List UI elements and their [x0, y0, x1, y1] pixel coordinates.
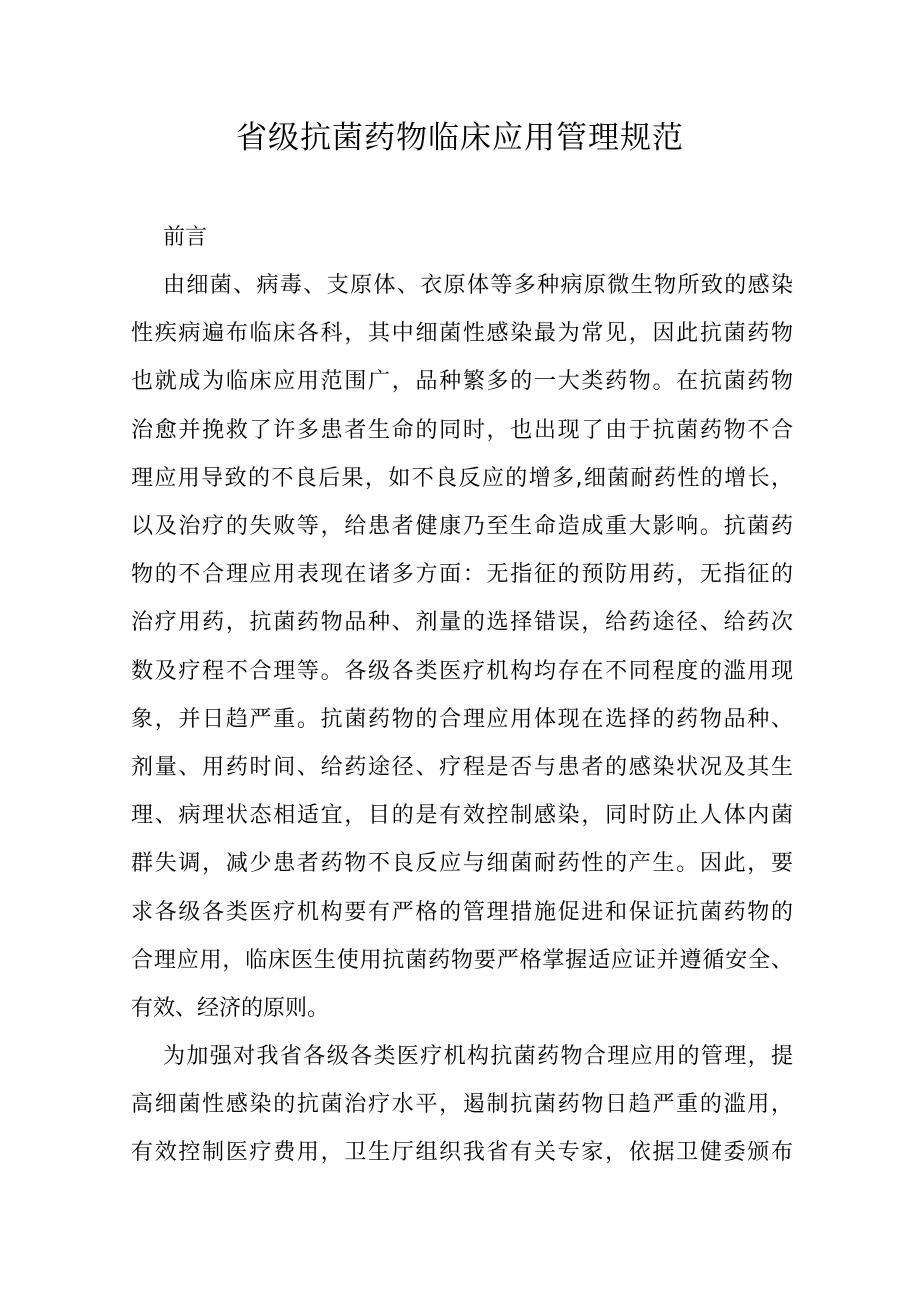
paragraph-line: 理应用导致的不良后果，如不良反应的增多,细菌耐药性的增长， [131, 465, 793, 491]
paragraph-line: 治疗用药，抗菌药物品种、剂量的选择错误，给药途径、给药次 [131, 610, 793, 636]
paragraph-line: 治愈并挽救了许多患者生命的同时，也出现了由于抗菌药物不合 [131, 417, 793, 443]
paragraph-line: 以及治疗的失败等，给患者健康乃至生命造成重大影响。抗菌药 [131, 514, 793, 540]
paragraph-line: 有效、经济的原则。 [131, 996, 330, 1022]
paragraph-line: 求各级各类医疗机构要有严格的管理措施促进和保证抗菌药物的 [131, 899, 793, 925]
paragraph-line: 合理应用，临床医生使用抗菌药物要严格掌握适应证并遵循安全、 [131, 947, 793, 973]
document-title: 省级抗菌药物临床应用管理规范 [236, 120, 684, 156]
paragraph-line: 数及疗程不合理等。各级各类医疗机构均存在不同程度的滥用现 [131, 658, 793, 684]
paragraph-line: 由细菌、病毒、支原体、衣原体等多种病原微生物所致的感染 [163, 273, 793, 298]
paragraph-line: 象，并日趋严重。抗菌药物的合理应用体现在选择的药物品种、 [131, 706, 793, 732]
paragraph-line: 也就成为临床应用范围广，品种繁多的一大类药物。在抗菌药物 [131, 369, 793, 395]
paragraph-line: 物的不合理应用表现在诸多方面：无指征的预防用药，无指征的 [131, 562, 793, 588]
paragraph-line: 剂量、用药时间、给药途径、疗程是否与患者的感染状况及其生 [131, 755, 793, 781]
paragraph-line: 群失调，减少患者药物不良反应与细菌耐药性的产生。因此，要 [131, 851, 793, 877]
paragraph-line: 性疾病遍布临床各科，其中细菌性感染最为常见，因此抗菌药物 [131, 321, 793, 347]
paragraph-1 [131, 262, 793, 1033]
paragraph-line: 理、病理状态相适宜，目的是有效控制感染，同时防止人体内菌 [131, 803, 793, 829]
paragraph-line: 有效控制医疗费用，卫生厅组织我省有关专家，依据卫健委颁布 [131, 1140, 793, 1166]
section-heading: 前言 [163, 225, 208, 250]
paragraph-line: 为加强对我省各级各类医疗机构抗菌药物合理应用的管理，提 [163, 1044, 793, 1069]
paragraph-line: 高细菌性感染的抗菌治疗水平，遏制抗菌药物日趋严重的滥用， [131, 1092, 793, 1118]
paragraph-2 [131, 1033, 793, 1178]
